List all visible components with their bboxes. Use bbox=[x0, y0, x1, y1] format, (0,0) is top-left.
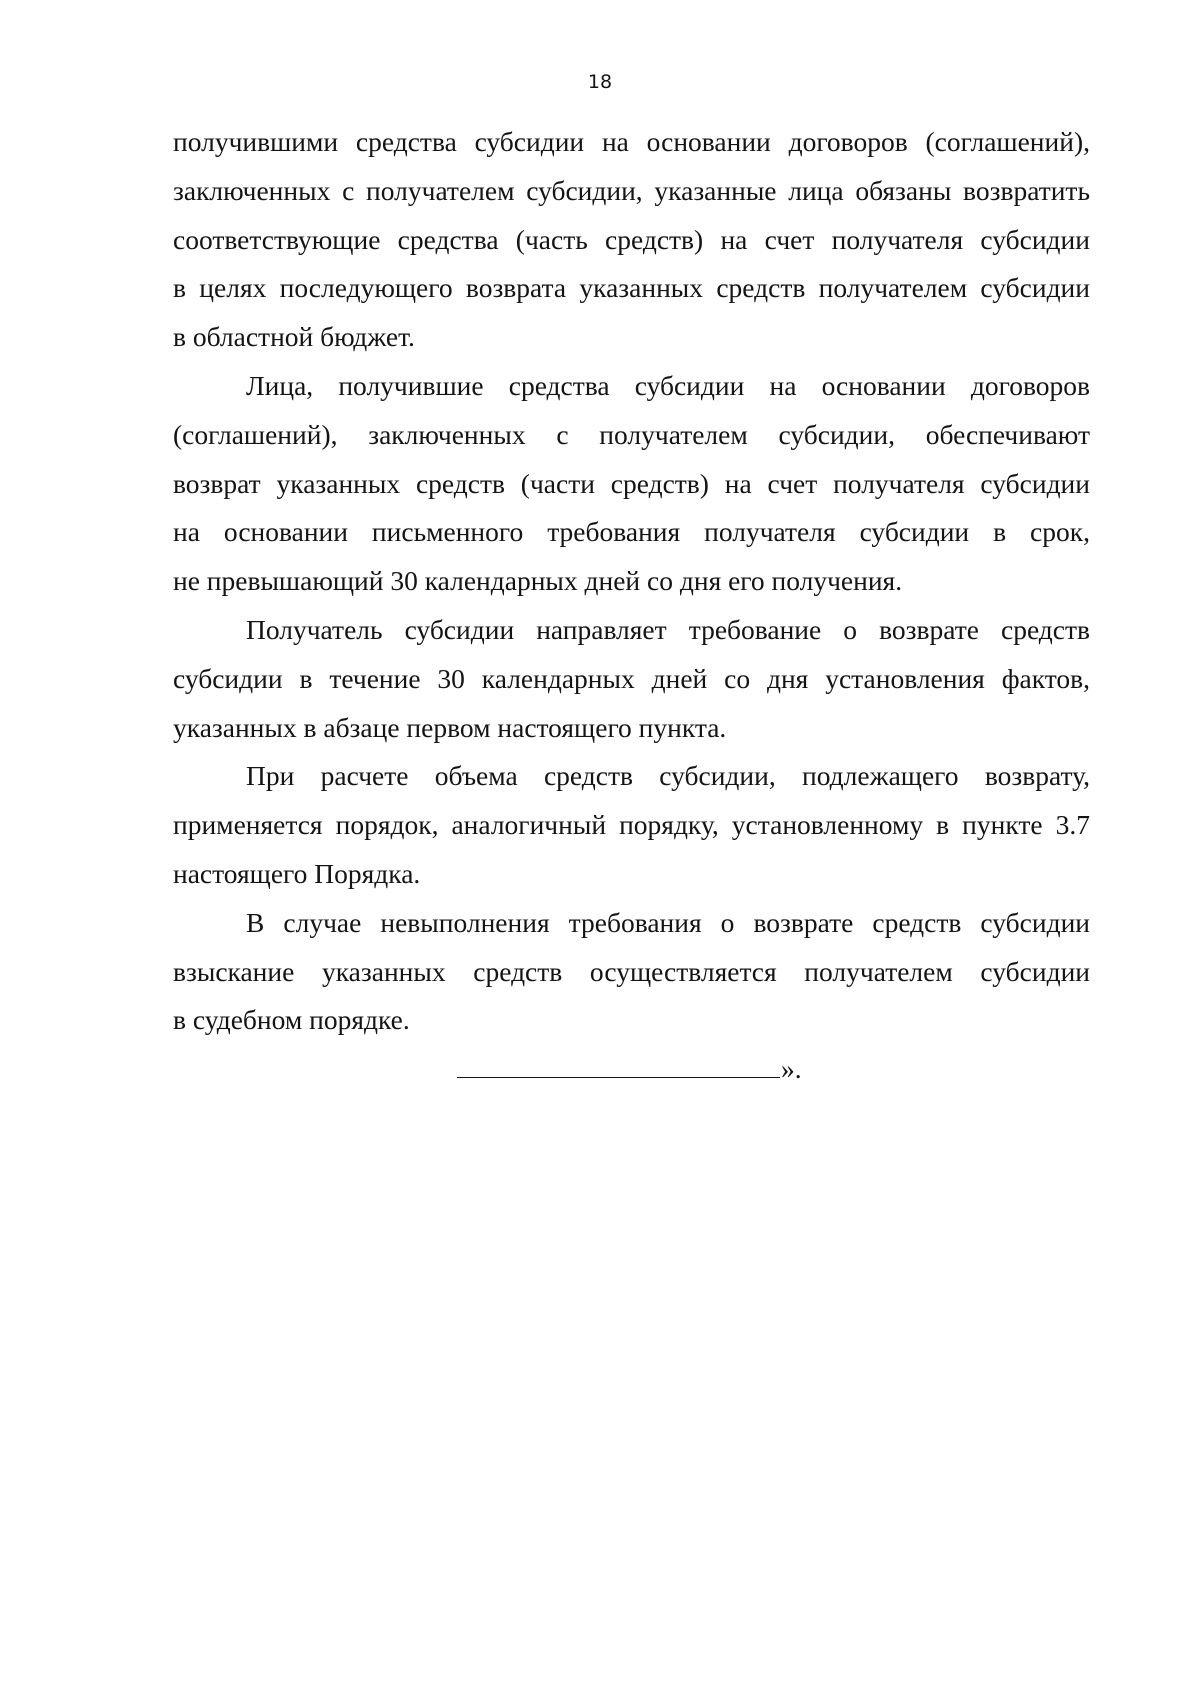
text-line: указанных в абзаце первом настоящего пункта. bbox=[173, 711, 727, 743]
text-line: в областной бюджет. bbox=[173, 321, 415, 353]
text-line: При расчете объема средств субсидии, подлежащего возврату, bbox=[246, 760, 1090, 792]
paragraph-1 bbox=[173, 118, 1090, 362]
text-line: субсидии в течение 30 календарных дней со дня установления фактов, bbox=[173, 662, 1090, 694]
text-line: не превышающий 30 календарных дней со дня его получения. bbox=[173, 565, 903, 597]
paragraph-4 bbox=[173, 752, 1090, 898]
signature-rule bbox=[457, 1051, 780, 1078]
text-line: Лица, получившие средства субсидии на основании договоров bbox=[246, 369, 1090, 401]
text-line: взыскание указанных средств осуществляется получателем субсидии bbox=[173, 955, 1090, 987]
text-line: В случае невыполнения требования о возврате средств субсидии bbox=[246, 906, 1090, 938]
text-line: соответствующие средства (часть средств) на счет получателя субсидии bbox=[173, 223, 1090, 255]
paragraph-3 bbox=[173, 606, 1090, 752]
text-line: получившими средства субсидии на основании договоров (соглашений), bbox=[173, 126, 1090, 157]
closing-quote-mark: ». bbox=[781, 1053, 802, 1085]
text-line: Получатель субсидии направляет требование о возврате средств bbox=[246, 613, 1090, 645]
page-number: 18 bbox=[587, 71, 613, 93]
paragraph-2 bbox=[173, 362, 1090, 606]
text-line: в судебном порядке. bbox=[173, 1004, 410, 1036]
text-line: на основании письменного требования получателя субсидии в срок, bbox=[173, 516, 1090, 548]
text-line: заключенных с получателем субсидии, указанные лица обязаны возвратить bbox=[173, 174, 1090, 206]
paragraph-5 bbox=[173, 899, 1090, 1045]
text-line: (соглашений), заключенных с получателем субсидии, обеспечивают bbox=[173, 418, 1090, 450]
text-line: в целях последующего возврата указанных средств получателем субсидии bbox=[173, 272, 1090, 304]
closing-line bbox=[173, 1045, 1090, 1094]
text-line: настоящего Порядка. bbox=[173, 857, 421, 889]
text-line: применяется порядок, аналогичный порядку, установленному в пункте 3.7 bbox=[173, 809, 1090, 841]
text-line: возврат указанных средств (части средств) на счет получателя субсидии bbox=[173, 467, 1090, 499]
document-body bbox=[173, 118, 1090, 1094]
